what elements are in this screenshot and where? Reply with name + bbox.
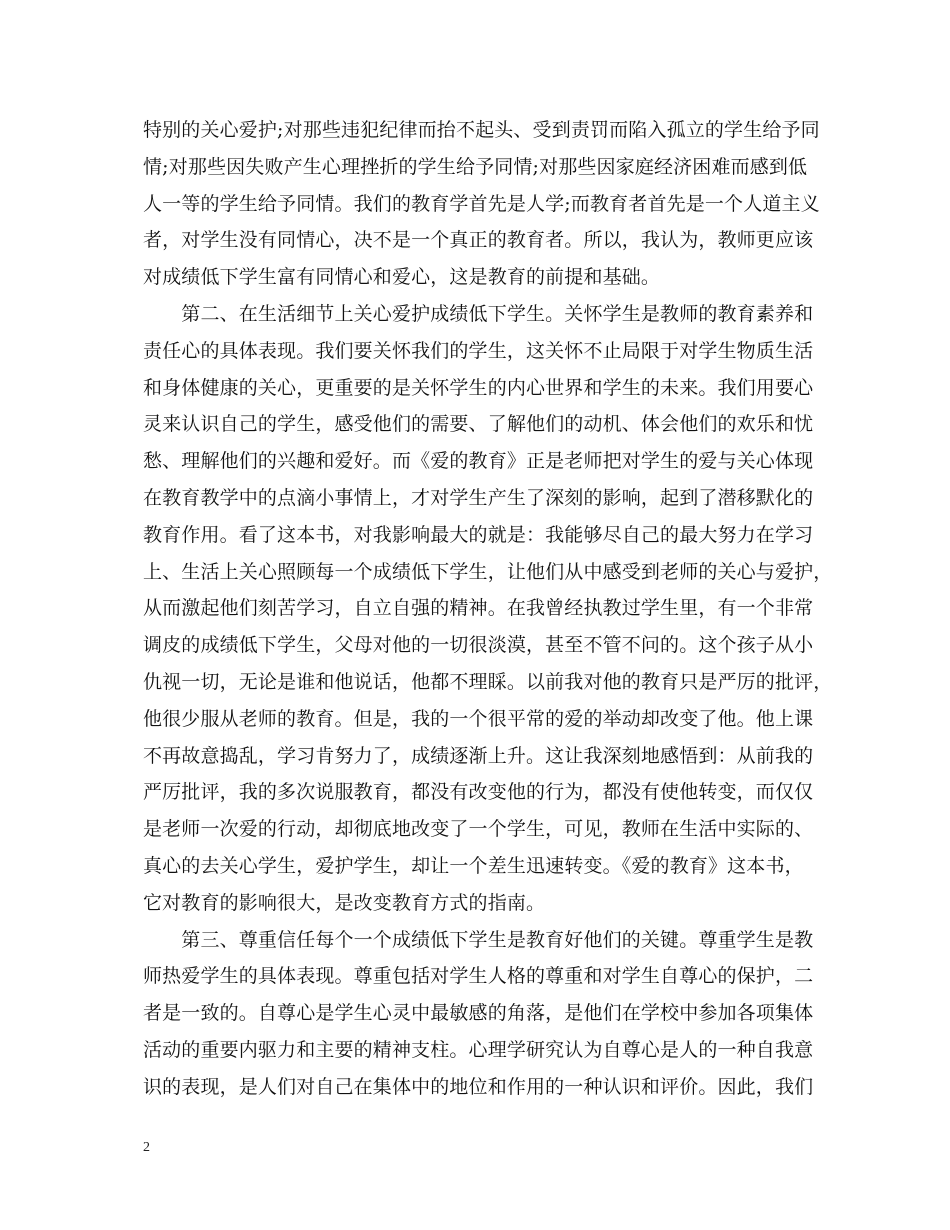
text-line: 人一等的学生给予同情。我们的教育学首先是人学;而教育者首先是一个人道主义 bbox=[143, 192, 820, 215]
text-line: 师热爱学生的具体表现。尊重包括对学生人格的尊重和对学生自尊心的保护，二 bbox=[143, 965, 814, 988]
text-line: 严厉批评，我的多次说服教育，都没有改变他的行为，都没有使他转变，而仅仅 bbox=[143, 781, 814, 804]
text-line: 和身体健康的关心，更重要的是关怀学生的内心世界和学生的未来。我们用要心 bbox=[143, 376, 814, 399]
text-line: 情;对那些因失败产生心理挫折的学生给予同情;对那些因家庭经济困难而感到低 bbox=[143, 155, 808, 178]
text-line: 责任心的具体表现。我们要关怀我们的学生，这关怀不止局限于对学生物质生活 bbox=[143, 339, 814, 362]
text-line: 从而激起他们刻苦学习，自立自强的精神。在我曾经执教过学生里，有一个非常 bbox=[143, 597, 814, 620]
text-line: 教育作用。看了这本书，对我影响最大的就是：我能够尽自己的最大努力在学习 bbox=[143, 523, 814, 546]
text-line: 灵来认识自己的学生，感受他们的需要、了解他们的动机、体会他们的欢乐和忧 bbox=[143, 413, 814, 436]
body-text bbox=[143, 112, 833, 1106]
text-line: 调皮的成绩低下学生，父母对他的一切很淡漠，甚至不管不问的。这个孩子从小 bbox=[143, 634, 814, 657]
text-line: 愁、理解他们的兴趣和爱好。而《爱的教育》正是老师把对学生的爱与关心体现 bbox=[143, 450, 814, 473]
text-line: 它对教育的影响很大，是改变教育方式的指南。 bbox=[143, 891, 546, 914]
page-number: 2 bbox=[143, 1140, 150, 1155]
text-line: 特别的关心爱护;对那些违犯纪律而抬不起头、受到责罚而陷入孤立的学生给予同 bbox=[143, 119, 820, 141]
text-line: 活动的重要内驱力和主要的精神支柱。心理学研究认为自尊心是人的一种自我意 bbox=[143, 1038, 814, 1061]
text-line: 者，对学生没有同情心，决不是一个真正的教育者。所以，我认为，教师更应该 bbox=[143, 229, 814, 252]
text-line: 不再故意捣乱，学习肯努力了，成绩逐渐上升。这让我深刻地感悟到：从前我的 bbox=[143, 744, 814, 767]
text-line: 第三、尊重信任每个一个成绩低下学生是教育好他们的关键。尊重学生是教 bbox=[143, 928, 814, 951]
text-line: 他很少服从老师的教育。但是，我的一个很平常的爱的举动却改变了他。他上课 bbox=[143, 707, 814, 730]
text-line: 是老师一次爱的行动，却彻底地改变了一个学生，可见，教师在生活中实际的、 bbox=[143, 818, 814, 841]
text-line: 仇视一切，无论是谁和他说话，他都不理睬。以前我对他的教育只是严厉的批评， bbox=[143, 670, 833, 693]
text-line: 真心的去关心学生，爱护学生，却让一个差生迅速转变。《爱的教育》这本书， bbox=[143, 854, 804, 877]
text-line: 上、生活上关心照顾每一个成绩低下学生，让他们从中感受到老师的关心与爱护， bbox=[143, 560, 833, 583]
text-line: 第二、在生活细节上关心爱护成绩低下学生。关怀学生是教师的教育素养和 bbox=[143, 302, 814, 325]
text-line: 在教育教学中的点滴小事情上，才对学生产生了深刻的影响，起到了潜移默化的 bbox=[143, 486, 814, 509]
text-line: 识的表现，是人们对自己在集体中的地位和作用的一种认识和评价。因此，我们 bbox=[143, 1075, 814, 1098]
text-line: 对成绩低下学生富有同情心和爱心，这是教育的前提和基础。 bbox=[143, 266, 661, 289]
text-line: 者是一致的。自尊心是学生心灵中最敏感的角落，是他们在学校中参加各项集体 bbox=[143, 1002, 814, 1025]
